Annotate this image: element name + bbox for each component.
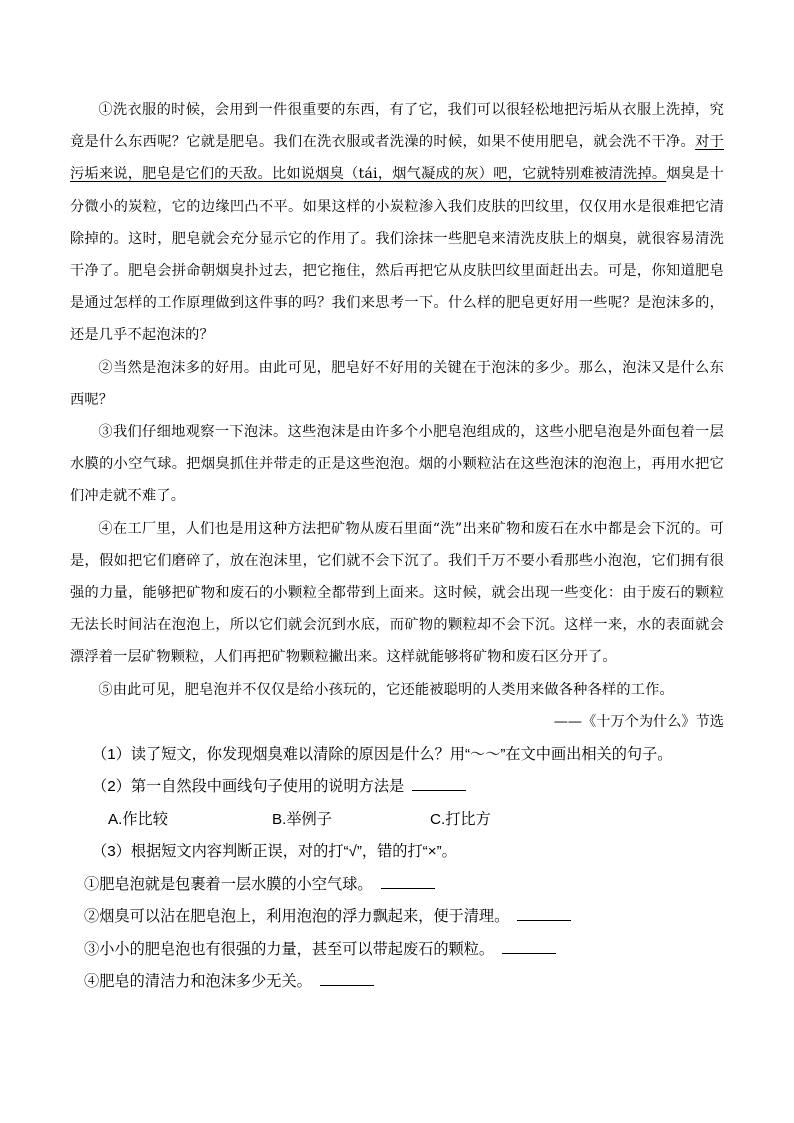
question-3: （3）根据短文内容判断正误，对的打“√”，错的打“×”。 [92,843,457,861]
option-a[interactable]: A.作比较 [108,810,168,828]
statement-1 [70,869,724,902]
answer-blank-s3[interactable] [502,952,556,954]
statement-3-text: ③小小的肥皂泡也有很强的力量，甚至可以带起废石的颗粒。 [84,940,495,958]
worksheet-page [70,94,724,999]
question-2-text: （2）第一自然段中画线句子使用的说明方法是 [92,778,405,796]
question-2-options [70,804,724,837]
question-2 [70,771,724,804]
option-b[interactable]: B.举例子 [272,810,332,828]
paragraph-1 [70,94,724,352]
reading-passage [70,94,724,706]
statement-3 [70,934,724,967]
paragraph-2: ②当然是泡沫多的好用。由此可见，肥皂好不好用的关键在于泡沫的多少。那么，泡沫又是什么东西呢？ [70,359,724,408]
option-c[interactable]: C.打比方 [430,810,491,828]
answer-blank-s4[interactable] [320,984,374,986]
answer-blank-s1[interactable] [381,887,435,889]
source-citation: ——《十万个为什么》节选 [553,713,724,730]
paragraph-1-rest: 烟臭是十分微小的炭粒，它的边缘凹凸不平。如果这样的小炭粒渗入我们皮肤的凹纹里，仅仅用水是很难把它清除掉的。这时，肥皂就会充分显示它的作用了。我们涂抹一些肥皂来清洗皮肤上的烟臭，就很容易清洗干净了。肥皂会拼命朝烟臭扑过去，把它拖住，然后再把它从皮肤凹纹里面赶出去。可是，你知道肥皂是通过怎样的工作原理做到这件事的吗？我们来思考一下。什么样的肥皂更好用一些呢？是泡沫多的，还是几乎不起泡沫的？ [70,166,724,344]
questions-section [70,739,724,999]
statement-1-text: ①肥皂泡就是包裹着一层水膜的小空气球。 [84,875,373,893]
paragraph-4: ④在工厂里，人们也是用这种方法把矿物从废石里面“洗”出来矿物和废石在水中都是会下沉的。可是，假如把它们磨碎了，放在泡沫里，它们就不会下沉了。我们千万不要小看那些小泡泡，它们拥有很强的力量，能够把矿物和废石的小颗粒全都带到上面来。这时候，就会出现一些变化：由于废石的颗粒无法长时间沾在泡泡上，所以它们就会沉到水底，而矿物的颗粒却不会下沉。这样一来，水的表面就会漂浮着一层矿物颗粒，人们再把矿物颗粒撇出来。这样就能够将矿物和废石区分开了。 [70,520,724,666]
statement-4-text: ④肥皂的清洁力和泡沫多少无关。 [84,973,312,991]
paragraph-5: ⑤由此可见，肥皂泡并不仅仅是给小孩玩的，它还能被聪明的人类用来做各种各样的工作。 [98,681,674,698]
statement-2 [70,901,724,934]
question-1: （1）读了短文，你发现烟臭难以清除的原因是什么？用“～～”在文中画出相关的句子。 [92,745,673,763]
answer-blank-q2[interactable] [412,789,466,791]
underlined-sentence: 对于污垢来说，肥皂是它们的天敌。比如说烟臭（tái，烟气凝成的灰）吧，它就特别难被清洗掉。 [70,134,725,183]
statement-4 [70,966,724,999]
answer-blank-s2[interactable] [517,919,571,921]
paragraph-3: ③我们仔细地观察一下泡沫。这些泡沫是由许多个小肥皂泡组成的，这些小肥皂泡是外面包着一层水膜的小空气球。把烟臭抓住并带走的正是这些泡泡。烟的小颗粒沾在这些泡沫的泡泡上，再用水把它们冲走就不难了。 [70,424,724,505]
paragraph-1-start: ①洗衣服的时候，会用到一件很重要的东西，有了它，我们可以很轻松地把污垢从衣服上洗掉，究竟是什么东西呢？它就是肥皂。我们在洗衣服或者洗澡的时候，如果不使用肥皂，就会洗不干净。 [70,102,724,151]
statement-2-text: ②烟臭可以沾在肥皂泡上，利用泡泡的浮力飘起来，便于清理。 [84,908,510,926]
